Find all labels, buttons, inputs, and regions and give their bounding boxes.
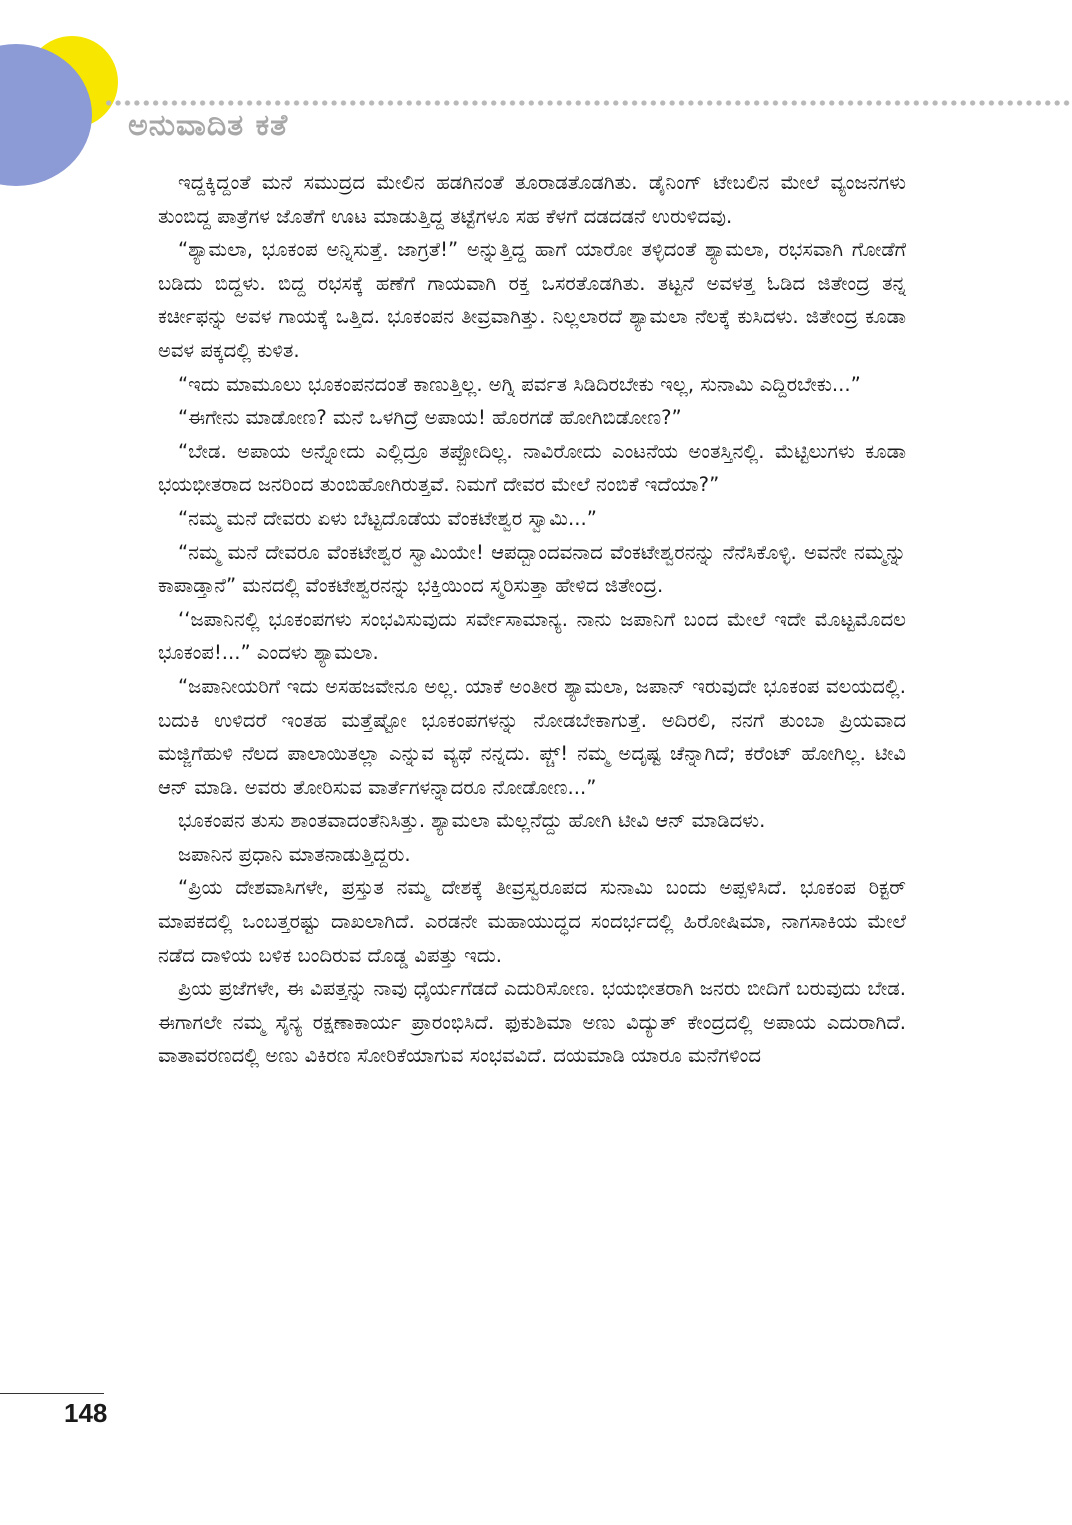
paragraph: “ಈಗೇನು ಮಾಡೋಣ? ಮನೆ ಒಳಗಿದ್ರೆ ಅಪಾಯ! ಹೊರಗಡೆ ಹೋಗಿಬಿಡೋಣ?” <box>178 406 682 430</box>
paragraph: “ನಮ್ಮ ಮನೆ ದೇವರೂ ವೆಂಕಟೇಶ್ವರ ಸ್ವಾಮಿಯೇ! ಆಪದ್ಬಾಂದವನಾದ ವೆಂಕಟೇಶ್ವರನನ್ನು ನೆನೆಸಿಕೊಳ್ಳಿ. ಅವನೇ ನಮ್ಮನ್ನು ಕಾಪಾಡ್ತಾನೆ” ಮನದಲ್ಲಿ ವೆಂಕಟೇಶ್ವರನನ್ನು ಭಕ್ತಿಯಿಂದ ಸ್ಮರಿಸುತ್ತಾ ಹೇಳಿದ ಜಿತೇಂದ್ರ. <box>158 540 906 598</box>
paragraph: “ಇದು ಮಾಮೂಲು ಭೂಕಂಪನದಂತೆ ಕಾಣುತ್ತಿಲ್ಲ. ಅಗ್ನಿ ಪರ್ವತ ಸಿಡಿದಿರಬೇಕು ಇಲ್ಲ, ಸುನಾಮಿ ಎದ್ದಿರಬೇಕು...” <box>178 372 861 396</box>
section-title: ಅನುವಾದಿತ ಕತೆ <box>128 108 289 143</box>
paragraph: ಇದ್ದಕ್ಕಿದ್ದಂತೆ ಮನೆ ಸಮುದ್ರದ ಮೇಲಿನ ಹಡಗಿನಂತೆ ತೂರಾಡತೊಡಗಿತು. ಡೈನಿಂಗ್ ಟೇಬಲಿನ ಮೇಲೆ ವ್ಯಂಜನಗಳು ತುಂಬಿದ್ದ ಪಾತ್ರೆಗಳ ಜೊತೆಗೆ ಊಟ ಮಾಡುತ್ತಿದ್ದ ತಟ್ಟೆಗಳೂ ಸಹ ಕೆಳಗೆ ದಡದಡನೆ ಉರುಳಿದವು. <box>158 171 906 228</box>
paragraph: “ಬೇಡ. ಅಪಾಯ ಅನ್ನೋದು ಎಲ್ಲಿದ್ರೂ ತಪ್ಪೋದಿಲ್ಲ. ನಾವಿರೋದು ಎಂಟನೆಯ ಅಂತಸ್ತಿನಲ್ಲಿ. ಮೆಟ್ಟಿಲುಗಳು ಕೂಡಾ ಭಯಭೀತರಾದ ಜನರಿಂದ ತುಂಬಿಹೋಗಿರುತ್ತವೆ. ನಿಮಗೆ ದೇವರ ಮೇಲೆ ನಂಬಿಕೆ ಇದೆಯಾ?” <box>158 439 906 497</box>
paragraph: ಭೂಕಂಪನ ತುಸು ಶಾಂತವಾದಂತೆನಿಸಿತ್ತು. ಶ್ಯಾಮಲಾ ಮೆಲ್ಲನೆದ್ದು ಹೋಗಿ ಟೀವಿ ಆನ್ ಮಾಡಿದಳು. <box>178 809 766 833</box>
paragraph: “ಪ್ರಿಯ ದೇಶವಾಸಿಗಳೇ, ಪ್ರಸ್ತುತ ನಮ್ಮ ದೇಶಕ್ಕೆ ತೀವ್ರಸ್ವರೂಪದ ಸುನಾಮಿ ಬಂದು ಅಪ್ಪಳಿಸಿದೆ. ಭೂಕಂಪ ರಿಕ್ಟರ್ ಮಾಪಕದಲ್ಲಿ ಒಂಬತ್ತರಷ್ಟು ದಾಖಲಾಗಿದೆ. ಎರಡನೇ ಮಹಾಯುದ್ಧದ ಸಂದರ್ಭದಲ್ಲಿ ಹಿರೋಷಿಮಾ, ನಾಗಸಾಕಿಯ ಮೇಲೆ ನಡೆದ ದಾಳಿಯ ಬಳಿಕ ಬಂದಿರುವ ದೊಡ್ಡ ವಿಪತ್ತು ಇದು. <box>158 876 906 967</box>
footer-rule <box>0 1393 104 1394</box>
page-number: 148 <box>64 1398 108 1428</box>
paragraph: “ಶ್ಯಾಮಲಾ, ಭೂಕಂಪ ಅನ್ನಿಸುತ್ತೆ. ಜಾಗ್ರತೆ!” ಅನ್ನುತ್ತಿದ್ದ ಹಾಗೆ ಯಾರೋ ತಳ್ಳಿದಂತೆ ಶ್ಯಾಮಲಾ, ರಭಸವಾಗಿ ಗೋಡೆಗೆ ಬಡಿದು ಬಿದ್ದಳು. ಬಿದ್ದ ರಭಸಕ್ಕೆ ಹಣೆಗೆ ಗಾಯವಾಗಿ ರಕ್ತ ಒಸರತೊಡಗಿತು. ತಟ್ಟನೆ ಅವಳತ್ತ ಓಡಿದ ಜಿತೇಂದ್ರ ತನ್ನ ಕರ್ಚೀಫನ್ನು ಅವಳ ಗಾಯಕ್ಕೆ ಒತ್ತಿದ. ಭೂಕಂಪನ ತೀವ್ರವಾಗಿತ್ತು. ನಿಲ್ಲಲಾರದೆ ಶ್ಯಾಮಲಾ ನೆಲಕ್ಕೆ ಕುಸಿದಳು. ಜಿತೇಂದ್ರ ಕೂಡಾ ಅವಳ ಪಕ್ಕದಲ್ಲಿ ಕುಳಿತ. <box>158 238 906 362</box>
paragraph: ‘‘ಜಪಾನಿನಲ್ಲಿ ಭೂಕಂಪಗಳು ಸಂಭವಿಸುವುದು ಸರ್ವೇಸಾಮಾನ್ಯ. ನಾನು ಜಪಾನಿಗೆ ಬಂದ ಮೇಲೆ ಇದೇ ಮೊಟ್ಟಮೊದಲ ಭೂಕಂಪ!...” ಎಂದಳು ಶ್ಯಾಮಲಾ. <box>158 607 906 665</box>
paragraph: ಪ್ರಿಯ ಪ್ರಜೆಗಳೇ, ಈ ವಿಪತ್ತನ್ನು ನಾವು ಧೈರ್ಯಗೆಡದೆ ಎದುರಿಸೋಣ. ಭಯಭೀತರಾಗಿ ಜನರು ಬೀದಿಗೆ ಬರುವುದು ಬೇಡ. ಈಗಾಗಲೇ ನಮ್ಮ ಸೈನ್ಯ ರಕ್ಷಣಾಕಾರ್ಯ ಪ್ರಾರಂಭಿಸಿದೆ. ಫುಕುಶಿಮಾ ಅಣು ವಿದ್ಯುತ್ ಕೇಂದ್ರದಲ್ಲಿ ಅಪಾಯ ಎದುರಾಗಿದೆ. ವಾತಾವರಣದಲ್ಲಿ ಅಣು ವಿಕಿರಣ ಸೋರಿಕೆಯಾಗುವ ಸಂಭವವಿದೆ. ದಯಮಾಡಿ ಯಾರೂ ಮನೆಗಳಿಂದ <box>158 977 906 1068</box>
paragraph: ಜಪಾನಿನ ಪ್ರಧಾನಿ ಮಾತನಾಡುತ್ತಿದ್ದರು. <box>178 842 411 866</box>
header-dotted-rule <box>104 99 1072 107</box>
paragraph: “ನಮ್ಮ ಮನೆ ದೇವರು ಏಳು ಬೆಟ್ಟದೊಡೆಯ ವೆಂಕಟೇಶ್ವರ ಸ್ವಾಮಿ...” <box>178 506 597 530</box>
story-body <box>158 166 906 1073</box>
paragraph: “ಜಪಾನೀಯರಿಗೆ ಇದು ಅಸಹಜವೇನೂ ಅಲ್ಲ. ಯಾಕೆ ಅಂತೀರ ಶ್ಯಾಮಲಾ, ಜಪಾನ್ ಇರುವುದೇ ಭೂಕಂಪ ವಲಯದಲ್ಲಿ. ಬದುಕಿ ಉಳಿದರೆ ಇಂತಹ ಮತ್ತೆಷ್ಟೋ ಭೂಕಂಪಗಳನ್ನು ನೋಡಬೇಕಾಗುತ್ತೆ. ಅದಿರಲಿ, ನನಗೆ ತುಂಬಾ ಪ್ರಿಯವಾದ ಮಜ್ಜಿಗೆಹುಳಿ ನೆಲದ ಪಾಲಾಯಿತಲ್ಲಾ ಎನ್ನುವ ವ್ಯಥೆ ನನ್ನದು. ಪ್ಚ್! ನಮ್ಮ ಅದೃಷ್ಟ ಚೆನ್ನಾಗಿದೆ; ಕರೆಂಟ್ ಹೋಗಿಲ್ಲ. ಟೀವಿ ಆನ್ ಮಾಡಿ. ಅವರು ತೋರಿಸುವ ವಾರ್ತೆಗಳನ್ನಾದರೂ ನೋಡೋಣ...” <box>158 674 906 799</box>
